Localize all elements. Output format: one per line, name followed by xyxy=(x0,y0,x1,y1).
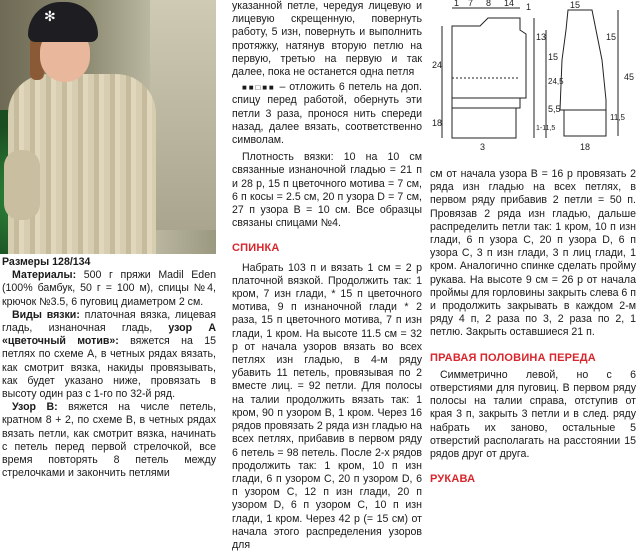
col3-paragraph-1: см от начала узора В = 16 р провязать 2 ряда изн гладью на всех петлях, в первом ряду прибавив 2 петли = 50 п. Провязав 2 ряда изн гладью, дальше распределить петли так: 1 кром, 10 п изн глади, 6 п узора С, 20 п узора D, 6 п узора С, 3 п изн глади, 3 п лиц глади, 1 кром. Аналогично спинке сделать пройму рукава. На высоте 9 см = 26 р от начала проймы для горловины закрыть слева 6 п и продолжить закрывать в каждом 2-м ряду 4 п, 2 раза по 3, 2 раза по 2, 1 петлю. Закрыть оставшиеся 21 п. xyxy=(430,168,637,339)
sizes-value: 128/134 xyxy=(52,256,91,268)
dim-side-2: 1-11,5 xyxy=(536,125,556,132)
right-front-instructions: Симметрично левой, но с 6 отверстиями для пуговиц. В первом ряду полосы на талии справа, отступив от края 3 п, закрыть 3 петли и в след. ряду набрать их заново, остальные 5 отверстий располагать на расстоянии 15 рядов друг от друга. xyxy=(430,368,636,461)
photo-second-child xyxy=(150,0,216,230)
dim-left-1: 18 xyxy=(432,118,443,128)
dim-sr-2: 15 xyxy=(570,0,581,10)
dim-top-4: 14 xyxy=(504,0,515,8)
dim-far-right: 45 xyxy=(624,72,635,82)
photo-girl-in-sweater xyxy=(0,0,216,254)
section-heading-sleeves: РУКАВА xyxy=(430,473,476,486)
dim-side-3: 5,5 xyxy=(548,104,561,114)
pattern-a-text: вяжется на 15 петлях по схеме А, в четных рядах вязать, как смотрит вязка, накиды провязывать, как будет указано ниже, провязать в высоту один раз с 1-го по 32-й ряд. xyxy=(2,335,216,401)
sizes-line xyxy=(2,256,216,269)
dim-top-2: 7 xyxy=(468,0,474,8)
back-instructions: Набрать 103 п и вязать 1 см = 2 р платочной вязкой. Продолжить так: 1 кром, 7 изн глади, * 15 п цветочного мотива, 9 п изнаночной глади * 2 раза, 15 п цветочного мотива, 7 п изн глади, 1 кром. На высоте 11.5 см = 32 р от начала узоров вязать во всех петлях изн гладью, в 4-м ряду убавить 11 петель, провязывая по 2 вместе лиц. = 92 петли. Для полосы на талии продолжить вязать так: 1 кром, 90 п узором В, 1 кром. Через 16 рядов провязать 2 ряда изн гладью на всех петлях, прибавив в первом ряду 6 петель = 98 петель. После 2-х рядов продолжить так: 1 кром, 10 п изн глади, 6 п узором С, 20 п узором D, 6 п узором С, 12 п изн глади, 20 п узором D, 6 п узором С, 10 п изн глади, 1 кром. Через 42 р (= 15 см) от начала этого распределения узоров для xyxy=(232,261,422,551)
materials-text: 500 г пряжи Madil Eden (100% бамбук, 50 г = 100 м), спицы №4, крючок №3.5, 6 пуговиц диаметром 2 см. xyxy=(2,269,216,308)
dim-side-1: 13 xyxy=(536,32,547,42)
stitch-symbol: ■■□■■ xyxy=(242,83,276,93)
column-right xyxy=(430,168,636,486)
photo-hat xyxy=(28,2,98,42)
dim-side-6: 11,5 xyxy=(610,113,625,122)
column-middle xyxy=(232,0,422,552)
dim-bottom: 3 xyxy=(480,142,486,152)
col2-paragraph-2 xyxy=(232,81,422,147)
dim-sr-4: 15 xyxy=(606,32,617,42)
kinds-paragraph xyxy=(2,309,216,401)
dim-side-4: 15 xyxy=(548,52,559,62)
dim-side-5: 24,5 xyxy=(548,77,564,86)
sleeve-outline xyxy=(560,10,606,136)
schematic-svg xyxy=(430,0,638,166)
col2-paragraph-1: указанной петле, чередуя лицевую и лицевую скрещенную, повернуть работу, 5 изн, повернуть и выполнить протяжку, натянув вторую петлю на первую, третью на первую и так далее, пока не останется одна петля xyxy=(232,0,422,79)
kinds-label: Виды вязки: xyxy=(12,308,80,321)
sizes-label: Размеры xyxy=(2,256,50,268)
section-heading-back: СПИНКА xyxy=(232,242,280,255)
pattern-b-label: Узор В: xyxy=(12,401,58,414)
dim-top-1: 1 xyxy=(454,0,460,8)
col2-paragraph-2-text: – отложить 6 петель на доп. спицу перед работой, обернуть эти петли 3 раза, пронося нить спереди назад, далее вязать, соответственно символам. xyxy=(232,81,422,147)
kinds-text: платочная вязка, лицевая гладь, изнаночная гладь, xyxy=(2,308,216,335)
dim-top-3: 8 xyxy=(486,0,492,8)
snowflake-icon: ✻ xyxy=(44,8,56,24)
dim-sr-1: 1 xyxy=(526,2,532,12)
dim-left-2: 24 xyxy=(432,60,443,70)
section-heading-right-front: ПРАВАЯ ПОЛОВИНА ПЕРЕДА xyxy=(430,351,596,364)
pattern-b-text: вяжется на числе петель, кратном 8 + 2, по схеме В, в четных рядах вязать петли, как смотрит вязка, начинать с петель перед первой стрелочкой, все время повторять 8 петель между стрелочками и закончить петлями xyxy=(2,401,216,480)
materials-label: Материалы: xyxy=(12,269,77,282)
pattern-a-label: узор А «цветочный мотив»: xyxy=(2,322,216,348)
garment-schematic xyxy=(430,0,638,166)
pattern-b-paragraph xyxy=(2,401,216,480)
photo-arm xyxy=(4,150,40,220)
dim-sr-3: 18 xyxy=(580,142,591,152)
materials-paragraph xyxy=(2,269,216,309)
density-paragraph: Плотность вязки: 10 на 10 см связанные изнаночной гладью = 21 п и 28 р, 15 п цветочного мотива = 7 см, 6 п косы = 2.5 см, 20 п узора D = 7 см, 27 п узора В = 10 см. Все образцы связаны спицами №4. xyxy=(232,151,422,230)
column-left xyxy=(2,256,216,480)
